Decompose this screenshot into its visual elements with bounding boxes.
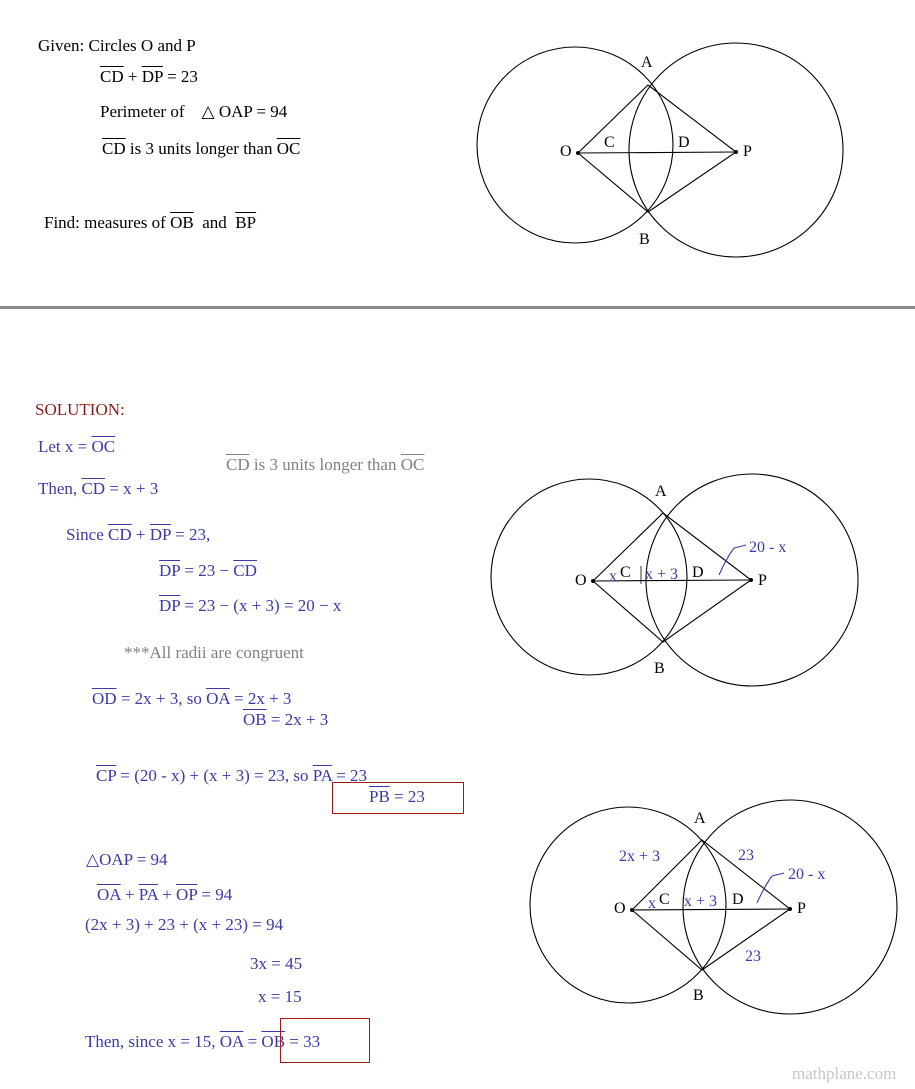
label-b: B [693,987,704,1004]
label-a: A [694,810,706,827]
label-c: C [620,564,631,581]
label-pa-23: 23 [738,847,754,864]
label-d: D [678,134,690,151]
equals-sign: = [243,1032,262,1051]
label-a: A [641,54,653,71]
label-o: O [614,900,626,917]
segment-cd: $\overline{CD}$ [100,67,124,86]
label-a: A [655,483,667,500]
segment-ob: $\overline{OB}$ [261,1032,286,1051]
given-intro: Given: Circles O and P [38,36,196,55]
segment-dp: $\overline{DP}$ [159,596,181,615]
label-20-minus-x: 20 - x [788,866,826,883]
segment-op [578,152,736,153]
triangle-icon: △ [201,102,215,122]
label-x-plus-3: x + 3 [645,566,679,583]
plus-sign: + [131,525,150,544]
solution-title: SOLUTION: [35,400,125,419]
label-d: D [732,891,744,908]
label-d: D [692,564,704,581]
segment-dp: $\overline{DP}$ [159,561,181,580]
plus-sign: + [123,67,142,86]
equation-1: (2x + 3) + 23 + (x + 23) = 94 [85,915,284,934]
since-value: = 23, [170,525,211,544]
since-label: Since [66,525,109,544]
then-label: Then, [38,479,82,498]
label-pb-23: 23 [745,948,761,965]
segment-dp: $\overline{DP}$ [149,525,171,544]
segment-od: $\overline{OD}$ [92,689,117,708]
sum-value: = 94 [197,885,233,904]
segment-oc: $\overline{OC}$ [91,437,116,456]
circle-o [477,47,673,243]
watermark: mathplane.com [792,1064,897,1083]
label-x: x [609,568,617,585]
point-p [788,907,792,911]
point-o [630,908,634,912]
segment-oa: $\overline{OA}$ [97,885,121,904]
segment-cd: $\overline{CD}$ [108,525,132,544]
note-text: is 3 units longer than [249,455,401,474]
segment-cd: $\overline{CD}$ [81,479,106,498]
label-oa-2x-plus-3: 2x + 3 [619,848,661,865]
label-b: B [654,660,665,677]
and-text: and [197,213,231,232]
point-p [734,150,738,154]
segment-cp: $\overline{CP}$ [96,766,117,785]
segment-cd: $\overline{CD}$ [102,139,126,158]
radii-note: ***All radii are congruent [124,643,304,662]
point-o [576,151,580,155]
dp-value: = 23 − (x + 3) = 20 − x [180,596,342,615]
triangle-perimeter-value: OAP = 94 [99,850,168,869]
segment-oc: $\overline{OC}$ [276,139,301,158]
segment-dp: $\overline{DP}$ [141,67,163,86]
label-p: P [743,143,752,160]
point-o [591,579,595,583]
segment-cd: $\overline{CD}$ [226,455,250,474]
label-x: x [648,895,656,912]
segment-ob: $\overline{OB}$ [243,710,267,729]
label-20-minus-x: 20 - x [749,539,787,556]
segment-pa: $\overline{PA}$ [312,766,332,785]
dp-minus: = 23 − [180,561,234,580]
perimeter-value: OAP = 94 [218,102,288,121]
segment-ob: $\overline{OB}$ [170,213,194,232]
oa-value: = 2x + 3 [229,689,292,708]
od-value: = 2x + 3, so [116,689,207,708]
ob-value: = 2x + 3 [266,710,329,729]
triangle-icon: △ [86,850,100,870]
plus-sign: + [157,885,177,904]
segment-bp: $\overline{BP}$ [235,213,257,232]
pa-value: = 23 [331,766,368,785]
label-c: C [659,891,670,908]
segment-oa: $\overline{OA}$ [206,689,230,708]
label-o: O [575,572,587,589]
final-label: Then, since x = 15, [85,1032,220,1051]
label-p: P [797,900,806,917]
label-p: P [758,572,767,589]
pb-value: = 23 [389,787,425,806]
label-b: B [639,231,650,248]
equation-2: 3x = 45 [250,954,303,973]
pointer-tail [734,545,746,548]
let-x-label: Let x = [38,437,92,456]
pointer-tail [772,873,784,876]
segment-cd: $\overline{CD}$ [233,561,257,580]
segment-pa: $\overline{PA}$ [138,885,158,904]
segment-pb: $\overline{PB}$ [369,787,390,806]
cd-value: = x + 3 [105,479,159,498]
label-x-plus-3: x + 3 [684,893,718,910]
equation-3: x = 15 [258,987,302,1006]
segment-oa: $\overline{OA}$ [219,1032,244,1051]
label-c: C [604,134,615,151]
find-label: Find: measures of [44,213,171,232]
perimeter-label: Perimeter of [100,102,185,121]
label-o: O [560,143,572,160]
cp-value: = (20 - x) + (x + 3) = 23, so [116,766,313,785]
point-p [749,578,753,582]
kite-oapb [578,85,736,212]
diagram-1 [477,43,843,257]
segment-oc: $\overline{OC}$ [400,455,425,474]
plus-sign: + [120,885,139,904]
segment-op: $\overline{OP}$ [176,885,198,904]
equals-value: = 23 [162,67,198,86]
longer-text: is 3 units longer than [125,139,277,158]
final-value: = 33 [285,1032,321,1051]
